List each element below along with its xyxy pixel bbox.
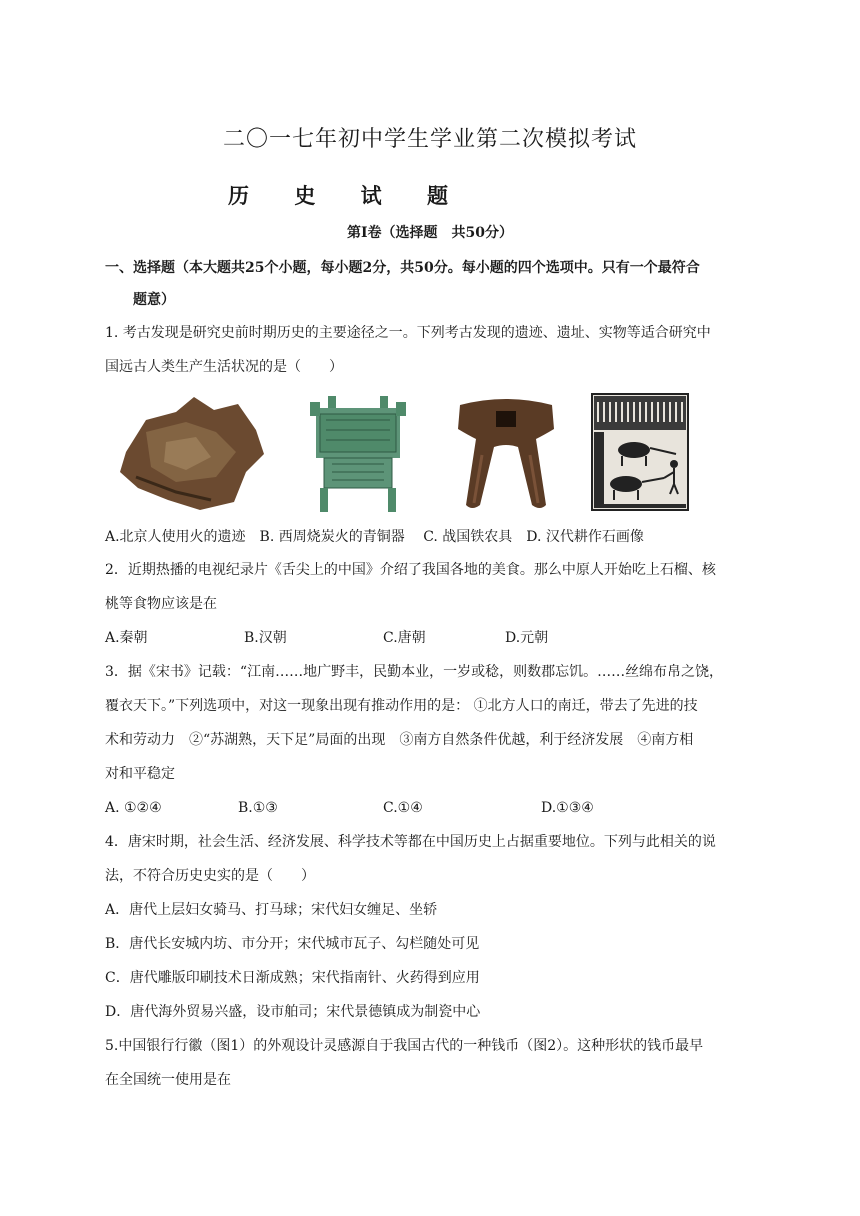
q2-option-a: A.秦朝 — [105, 630, 148, 646]
q2-text: 2．近期热播的电视纪录片《舌尖上的中国》介绍了我国各地的美食。那么中原人开始吃上石榴、核 — [105, 562, 716, 578]
section-instruction-cont: 题意） — [133, 292, 175, 308]
q2-option-b: B.汉朝 — [244, 630, 287, 646]
q4-option-a: A．唐代上层妇女骑马、打马球；宋代妇女缠足、坐轿 — [105, 902, 438, 918]
q4-option-c: C．唐代雕版印刷技术日渐成熟；宋代指南针、火药得到应用 — [105, 970, 480, 986]
exam-title: 二〇一七年初中学生学业第二次模拟考试 — [222, 127, 637, 152]
q3-text: 3．据《宋书》记载：“江南……地广野丰，民勤本业，一岁或稔，则数郡忘饥。……丝绵布帛之饶， — [105, 664, 724, 680]
q5-text-cont: 在全国统一使用是在 — [105, 1072, 231, 1088]
q2-option-d: D.元朝 — [505, 630, 549, 646]
q3-option-c: C.①④ — [383, 800, 423, 816]
q2-option-c: C.唐朝 — [383, 630, 426, 646]
section-instruction: 一、选择题（本大题共25个小题，每小题2分，共50分。每小题的四个选项中。只有一个最符合 — [105, 260, 700, 276]
subject-char: 题 — [426, 183, 448, 208]
q1-text-cont: 国远古人类生产生活状况的是（ ） — [105, 359, 343, 375]
q3-option-d: D.①③④ — [541, 800, 594, 816]
q4-text: 4．唐宋时期，社会生活、经济发展、科学技术等都在中国历史上占据重要地位。下列与此相关的说 — [105, 834, 716, 850]
q4-option-d: D．唐代海外贸易兴盛，设市舶司；宋代景德镇成为制瓷中心 — [105, 1004, 481, 1020]
q3-text-cont: 术和劳动力 ②“苏湖熟，天下足”局面的出现 ③南方自然条件优越，利于经济发展 ④南方相 — [105, 732, 694, 748]
q1-text: 1. 考古发现是研究史前时期历史的主要途径之一。下列考古发现的遗迹、遗址、实物等适合研究中 — [105, 325, 711, 341]
q3-option-b: B.①③ — [238, 800, 278, 816]
part-heading: 第Ⅰ卷（选择题 共50分） — [346, 225, 514, 241]
q4-option-b: B．唐代长安城内坊、市分开；宋代城市瓦子、勾栏随处可见 — [105, 936, 480, 952]
q5-text: 5.中国银行行徽（图1）的外观设计灵感源自于我国古代的一种钱币（图2）。这种形状的钱币最早 — [105, 1038, 704, 1054]
q3-text-cont: 对和平稳定 — [105, 766, 175, 782]
burnt-earth-image — [116, 392, 268, 512]
iron-tool-image — [452, 395, 560, 513]
subject-char: 史 — [294, 183, 316, 208]
q3-text-cont: 覆衣天下。”下列选项中，对这一现象出现有推动作用的是： ①北方人口的南迁，带去了先进的技 — [105, 698, 698, 714]
subject-char: 试 — [360, 183, 382, 208]
q1-options: A.北京人使用火的遗迹 B. 西周烧炭火的青铜器 C. 战国铁农具 D. 汉代耕作石画像 — [105, 529, 644, 545]
q4-text-cont: 法，不符合历史史实的是（ ） — [105, 868, 315, 884]
subject-char: 历 — [228, 183, 249, 208]
stone-relief-image — [590, 392, 690, 512]
q3-option-a: A. ①②④ — [105, 800, 162, 816]
bronze-vessel-image — [306, 390, 410, 514]
subject-title — [228, 180, 486, 210]
q2-text-cont: 桃等食物应该是在 — [105, 596, 217, 612]
